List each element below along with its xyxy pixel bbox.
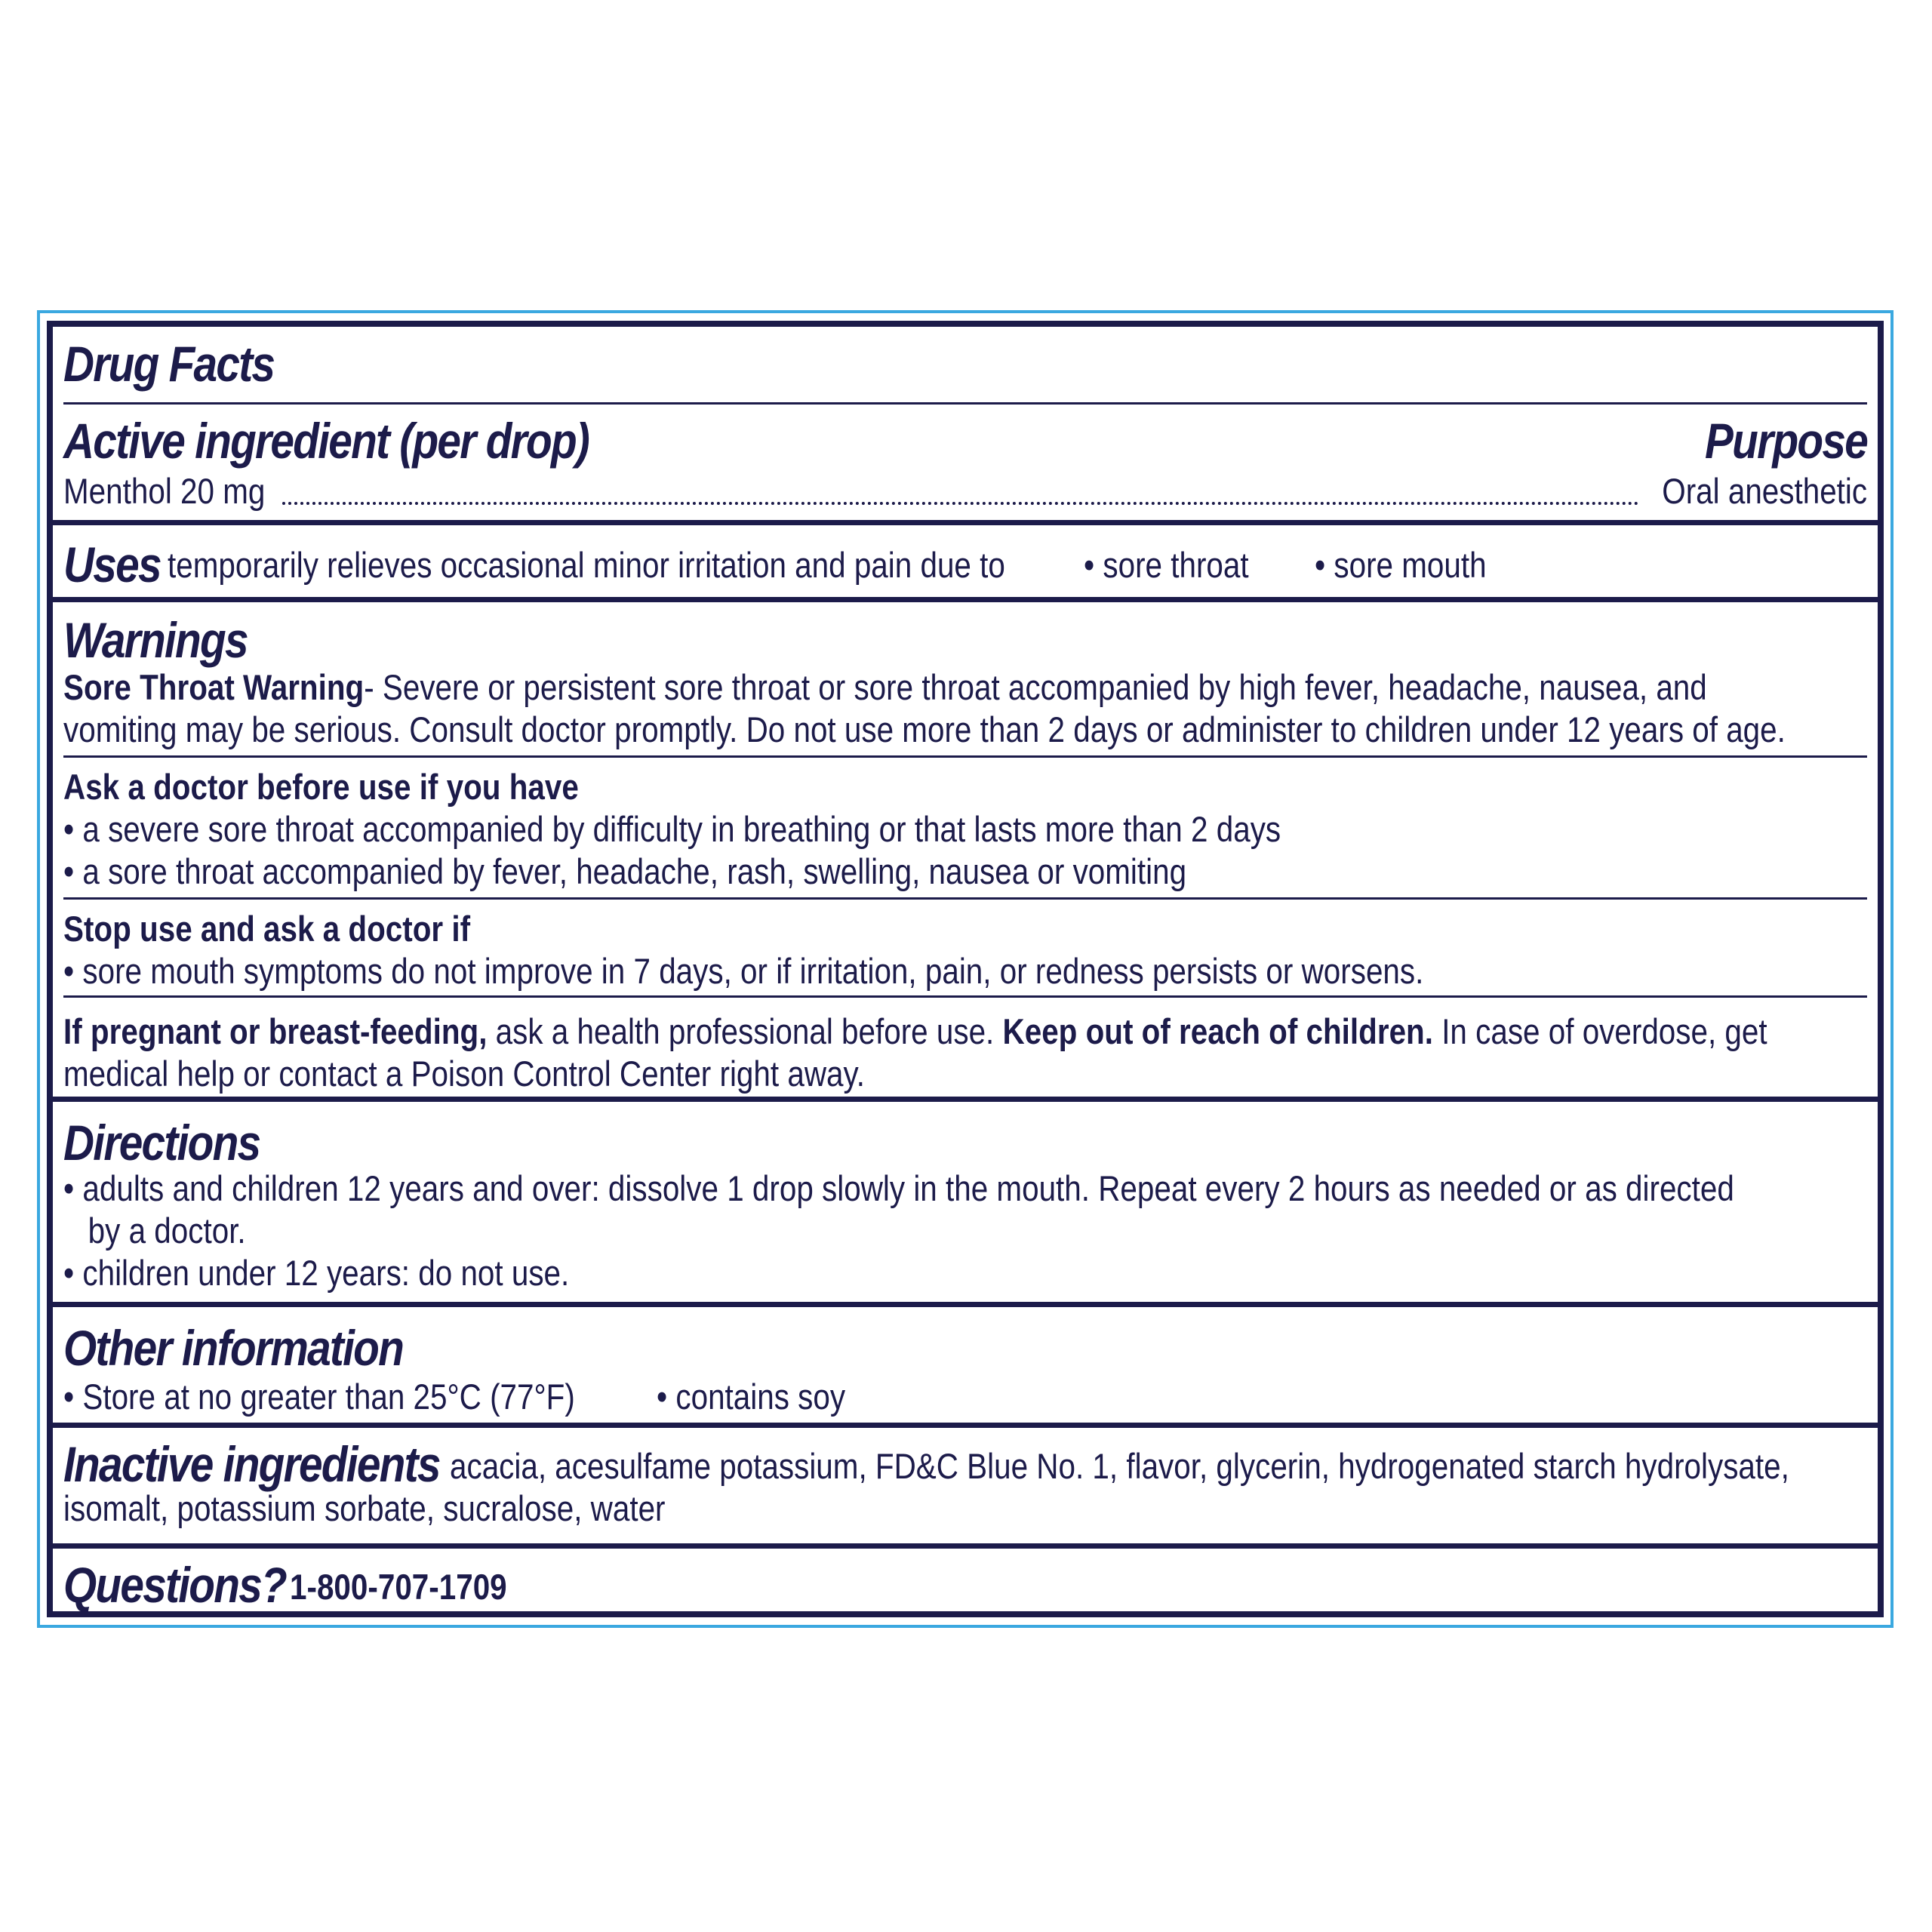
ask-doctor-item: • a severe sore throat accompanied by difficulty in breathing or that lasts more than 2 days <box>63 809 1281 849</box>
active-ingredient-heading: Active ingredient (per drop) <box>63 413 589 469</box>
title-divider <box>63 402 1867 405</box>
pregnancy-line-2: medical help or contact a Poison Control Center right away. <box>63 1054 865 1094</box>
other-info-item-storage: • Store at no greater than 25°C (77°F) <box>63 1377 575 1417</box>
sore-throat-warning-line-2: vomiting may be serious. Consult doctor promptly. Do not use more than 2 days or administer to children under 12 years of age. <box>63 709 1786 749</box>
pregnant-text: ask a health professional before use. <box>487 1011 1003 1051</box>
directions-section <box>53 1103 1878 1300</box>
inactive-ingredients-heading: Inactive ingredients <box>63 1436 440 1492</box>
active-divider <box>53 520 1878 525</box>
pregnancy-section <box>53 1000 1878 1094</box>
uses-divider <box>53 597 1878 602</box>
warnings-subdivider-2 <box>63 897 1867 900</box>
uses-text: temporarily relieves occasional minor irritation and pain due to <box>168 545 1005 585</box>
uses-heading <box>63 537 177 592</box>
sore-throat-warning-text: - Severe or persistent sore throat or sore throat accompanied by high fever, headache, nausea, and <box>364 667 1707 707</box>
inactive-ingredients-line-2: isomalt, potassium sorbate, sucralose, water <box>63 1488 666 1528</box>
purpose-heading: Purpose <box>1704 413 1867 469</box>
stop-use-section <box>53 902 1878 995</box>
uses-item-sore-throat: • sore throat <box>1084 545 1249 585</box>
directions-heading: Directions <box>63 1115 260 1171</box>
directions-item: • adults and children 12 years and over: dissolve 1 drop slowly in the mouth. Repeat every 2 hours as needed or as directed <box>63 1168 1734 1208</box>
warnings-heading: Warnings <box>63 612 248 668</box>
inactive-ingredients-line-1: acacia, acesulfame potassium, FD&C Blue No. 1, flavor, glycerin, hydrogenated starch hydrolysate, <box>450 1446 1789 1486</box>
other-info-divider <box>53 1423 1878 1428</box>
ask-doctor-heading: Ask a doctor before use if you have <box>63 767 579 807</box>
other-info-item-soy: • contains soy <box>657 1377 846 1417</box>
directions-item-continued: by a doctor. <box>88 1211 246 1251</box>
stop-use-heading: Stop use and ask a doctor if <box>63 909 471 949</box>
ask-doctor-section <box>53 760 1878 900</box>
purpose-text: Oral anesthetic <box>1662 471 1867 511</box>
uses-item-sore-mouth: • sore mouth <box>1315 545 1487 585</box>
active-ingredient-name: Menthol 20 mg <box>63 471 266 511</box>
pregnant-label: If pregnant or breast-feeding, <box>63 1011 488 1051</box>
other-info-heading: Other information <box>63 1320 404 1376</box>
stop-use-item: • sore mouth symptoms do not improve in 7 days, or if irritation, pain, or redness persists or worsens. <box>63 951 1424 991</box>
inactive-ingredients-section <box>53 1429 1878 1545</box>
uses-heading-text: Uses <box>63 537 161 592</box>
active-ingredient-section <box>53 411 1878 525</box>
other-info-section <box>53 1308 1878 1421</box>
warnings-subdivider-3 <box>63 995 1867 998</box>
directions-item: • children under 12 years: do not use. <box>63 1253 570 1293</box>
pregnancy-line-1 <box>63 1011 1767 1053</box>
drug-facts-panel <box>47 321 1884 1617</box>
sore-throat-warning-line-1 <box>63 666 1707 709</box>
questions-phone: 1-800-707-1709 <box>290 1567 507 1607</box>
warnings-divider <box>53 1097 1878 1102</box>
directions-divider <box>53 1302 1878 1307</box>
questions-section <box>53 1549 1878 1617</box>
questions-heading: Questions? <box>63 1557 287 1613</box>
drug-facts-title: Drug Facts <box>63 336 275 392</box>
inactive-divider <box>53 1543 1878 1549</box>
overdose-text: In case of overdose, get <box>1432 1011 1767 1051</box>
uses-section <box>53 528 1878 598</box>
ask-doctor-item: • a sore throat accompanied by fever, headache, rash, swelling, nausea or vomiting <box>63 851 1187 891</box>
title-section <box>53 333 1878 393</box>
sore-throat-warning-label: Sore Throat Warning <box>63 667 365 707</box>
leader-dots <box>282 502 1639 505</box>
warnings-subdivider-1 <box>63 755 1867 758</box>
keep-out-label: Keep out of reach of children. <box>1002 1011 1433 1051</box>
